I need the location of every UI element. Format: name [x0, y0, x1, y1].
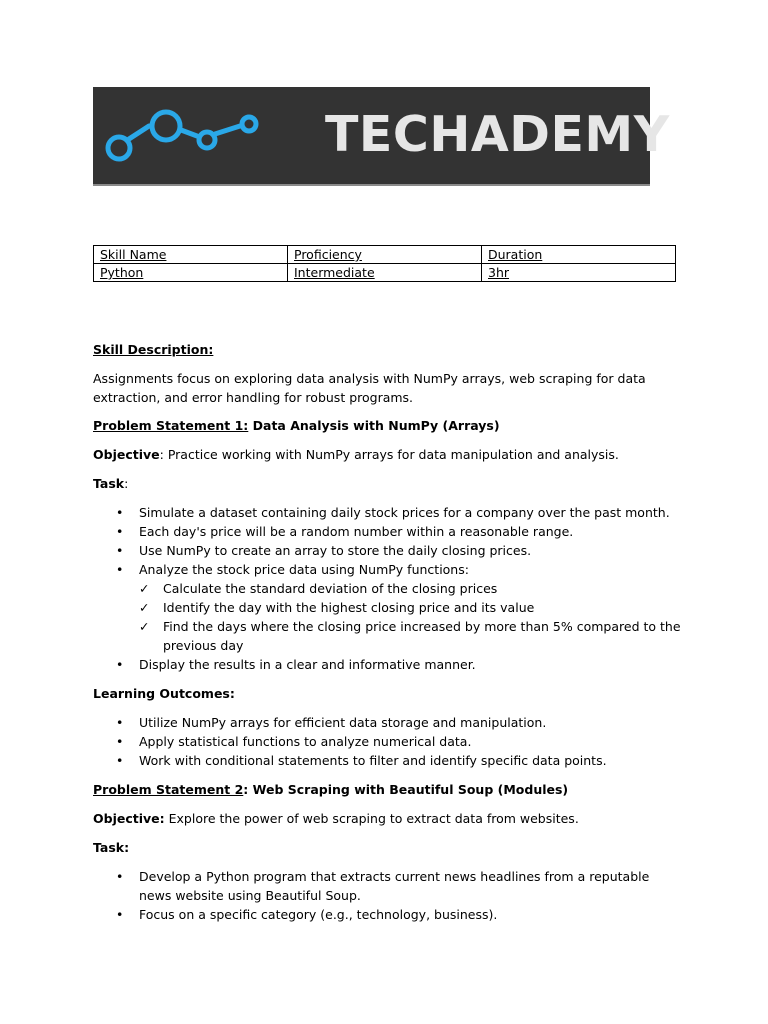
- problem2-objective: [93, 809, 683, 828]
- problem1-task-colon: :: [124, 476, 129, 491]
- document-body: [93, 340, 683, 924]
- learning-outcomes-heading: Learning Outcomes:: [93, 686, 235, 701]
- skill-table: [93, 245, 676, 282]
- problem1-task-list: [93, 503, 683, 674]
- header-duration: Duration: [482, 246, 676, 264]
- brand-wordmark: TECHADEMY: [325, 106, 670, 163]
- skill-description-text: Assignments focus on exploring data analysis with NumPy arrays, web scraping for data extraction, and error handling for robust programs.: [93, 371, 646, 405]
- checkmark-icon: ✓: [139, 581, 150, 596]
- list-item: • Utilize NumPy arrays for efficient data storage and manipulation.: [93, 713, 683, 732]
- list-item: • Focus on a specific category (e.g., technology, business).: [93, 905, 683, 924]
- learning-outcomes-list: [93, 713, 683, 770]
- list-item: • Each day's price will be a random number within a reasonable range.: [93, 522, 683, 541]
- problem1-task-label: Task: [93, 476, 125, 491]
- problem1-heading: [93, 416, 683, 435]
- checkmark-icon: ✓: [139, 619, 150, 634]
- list-item: • Use NumPy to create an array to store the daily closing prices.: [93, 541, 683, 560]
- header-skill-name: Skill Name: [94, 246, 288, 264]
- cell-skill-name: Python: [94, 264, 288, 282]
- sub-list-item-text: Calculate the standard deviation of the closing prices: [163, 581, 498, 596]
- sub-list-item-text: Find the days where the closing price increased by more than 5% compared to the previous day: [163, 619, 681, 653]
- sub-list-item-text: Identify the day with the highest closing price and its value: [163, 600, 535, 615]
- skill-description-heading: Skill Description:: [93, 342, 214, 357]
- list-item: • Work with conditional statements to filter and identify specific data points.: [93, 751, 683, 770]
- problem1-task-heading: [93, 474, 683, 493]
- problem2-heading: [93, 780, 683, 799]
- sub-list-item: [139, 579, 683, 598]
- cell-duration: 3hr: [482, 264, 676, 282]
- problem2-heading-label: Problem Statement 2: [93, 782, 244, 797]
- problem1-objective-label: Objective: [93, 447, 160, 462]
- cell-proficiency: Intermediate: [288, 264, 482, 282]
- techademy-logo-banner: [93, 87, 670, 186]
- problem2-task-heading: Task:: [93, 840, 130, 855]
- list-item: • Develop a Python program that extracts current news headlines from a reputable news website using Beautiful Soup.: [93, 867, 683, 905]
- problem1-heading-title: Data Analysis with NumPy (Arrays): [248, 418, 500, 433]
- list-item: • Display the results in a clear and informative manner.: [93, 655, 683, 674]
- list-item: [93, 560, 683, 655]
- list-item-text: Analyze the stock price data using NumPy functions:: [139, 562, 469, 577]
- sub-list-item: [139, 617, 683, 655]
- header-proficiency: Proficiency: [288, 246, 482, 264]
- list-item: • Simulate a dataset containing daily stock prices for a company over the past month.: [93, 503, 683, 522]
- problem2-heading-title: : Web Scraping with Beautiful Soup (Modules): [243, 782, 569, 797]
- table-row: [94, 264, 676, 282]
- sub-list-item: [139, 598, 683, 617]
- problem2-objective-label: Objective:: [93, 811, 165, 826]
- problem1-objective: [93, 445, 683, 464]
- list-item: • Apply statistical functions to analyze numerical data.: [93, 732, 683, 751]
- problem1-heading-label: Problem Statement 1:: [93, 418, 249, 433]
- problem2-task-list: [93, 867, 683, 924]
- problem1-objective-text: : Practice working with NumPy arrays for data manipulation and analysis.: [159, 447, 619, 462]
- problem2-objective-text: Explore the power of web scraping to extract data from websites.: [164, 811, 579, 826]
- problem1-subtask-list: [139, 579, 683, 655]
- table-header-row: [94, 246, 676, 264]
- molecule-logo-icon: [93, 87, 323, 186]
- checkmark-icon: ✓: [139, 600, 150, 615]
